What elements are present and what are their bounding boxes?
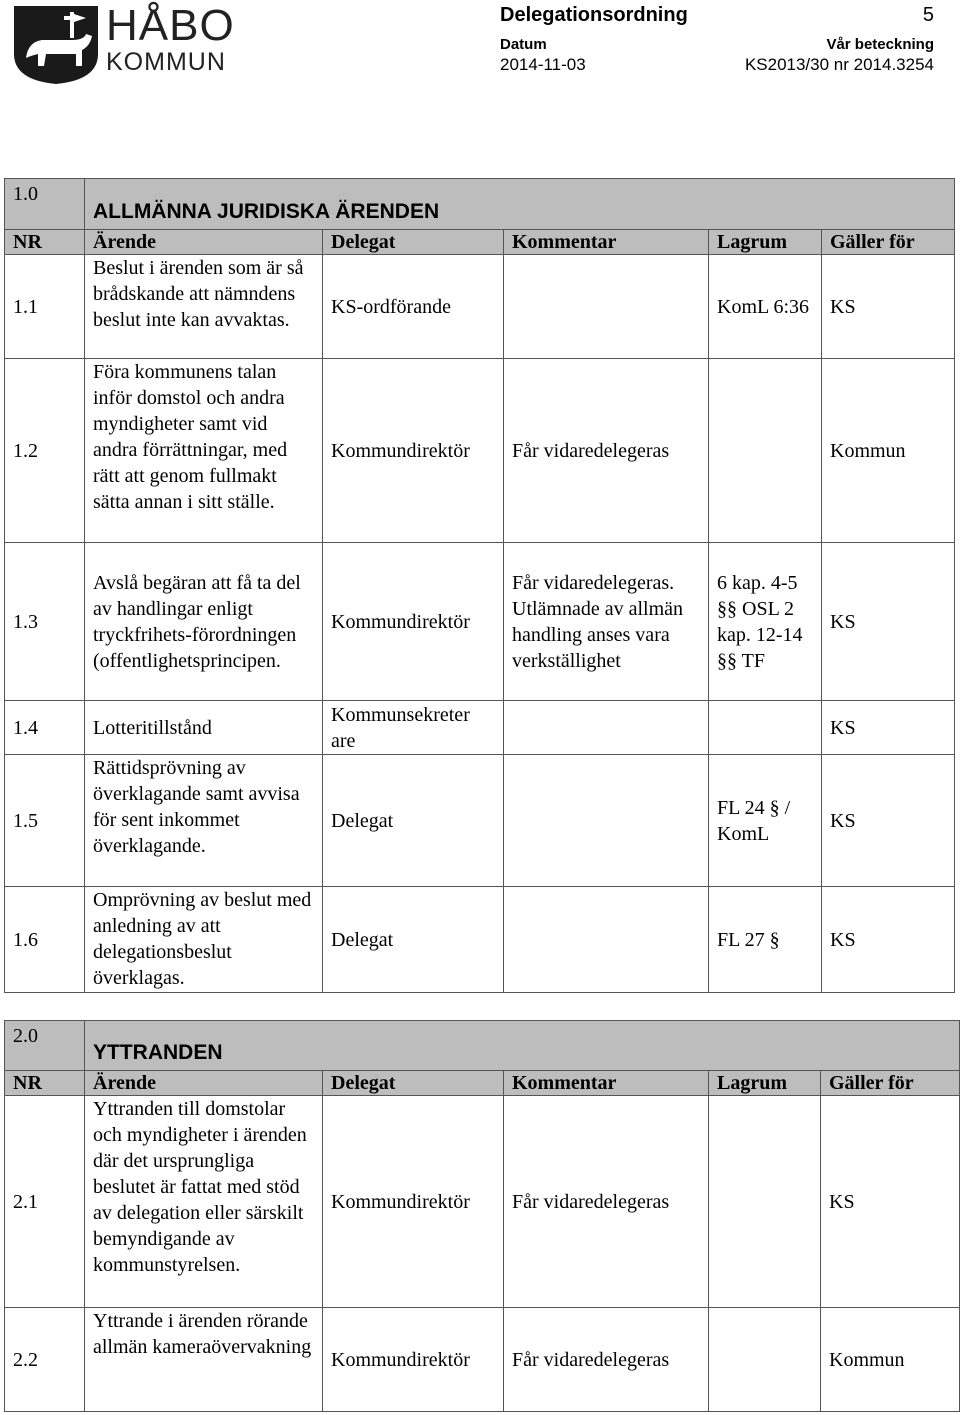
row-delegat: Kommundirektör <box>323 1308 504 1412</box>
section-title: YTTRANDEN <box>85 1021 960 1071</box>
row-delegat: Delegat <box>323 887 504 993</box>
document-title: Delegationsordning <box>500 4 688 26</box>
column-header-delegat: Delegat <box>323 1071 504 1096</box>
row-kommentar: Får vidaredelegeras <box>504 1308 709 1412</box>
row-arende: Avslå begäran att få ta del av handlingar enligt tryckfrihets-förordningen (offentlighetsprincipen. <box>85 543 323 701</box>
row-number: 1.4 <box>5 701 85 755</box>
row-number: 1.5 <box>5 755 85 887</box>
column-header-arende: Ärende <box>85 1071 323 1096</box>
row-kommentar: Får vidaredelegeras <box>504 359 709 543</box>
row-number: 1.3 <box>5 543 85 701</box>
row-arende: Rättidsprövning av överklagande samt avvisa för sent inkommet överklagande. <box>85 755 323 887</box>
row-arende: Yttranden till domstolar och myndigheter i ärenden där det ursprungliga beslutet är fattat med stöd av delegation eller särskilt bemyndigande av kommunstyrelsen. <box>85 1096 323 1308</box>
column-header-kommentar: Kommentar <box>504 230 709 255</box>
row-galler-for: KS <box>822 255 955 359</box>
row-galler-for: KS <box>822 701 955 755</box>
row-lagrum <box>709 359 822 543</box>
date-value: 2014-11-03 <box>500 55 586 74</box>
table-row <box>5 887 955 993</box>
delegation-table-section-1 <box>4 178 955 993</box>
delegation-table-section-2 <box>4 1020 960 1412</box>
row-galler-for: KS <box>822 755 955 887</box>
section-title: ALLMÄNNA JURIDISKA ÄRENDEN <box>85 179 955 230</box>
row-lagrum <box>709 1308 821 1412</box>
row-delegat: Kommundirektör <box>323 543 504 701</box>
row-arende: Omprövning av beslut med anledning av att delegationsbeslut överklagas. <box>85 887 323 993</box>
row-lagrum: 6 kap. 4-5 §§ OSL 2 kap. 12-14 §§ TF <box>709 543 822 701</box>
row-delegat: KS-ordförande <box>323 255 504 359</box>
table-row <box>5 755 955 887</box>
row-number: 1.6 <box>5 887 85 993</box>
section-header-row <box>5 1021 960 1071</box>
row-lagrum: KomL 6:36 <box>709 255 822 359</box>
row-arende: Yttrande i ärenden rörande allmän kameraövervakning <box>85 1308 323 1412</box>
column-header-nr: NR <box>5 230 85 255</box>
row-lagrum: FL 27 § <box>709 887 822 993</box>
column-header-delegat: Delegat <box>323 230 504 255</box>
row-kommentar: Får vidaredelegeras <box>504 1096 709 1308</box>
table-row <box>5 255 955 359</box>
column-header-galler-for: Gäller för <box>822 230 955 255</box>
logo-name: HÅBO <box>106 1 235 50</box>
column-header-galler-for: Gäller för <box>821 1071 960 1096</box>
table-row <box>5 1096 960 1308</box>
row-delegat: Kommundirektör <box>323 1096 504 1308</box>
column-header-nr: NR <box>5 1071 85 1096</box>
column-header-row <box>5 230 955 255</box>
row-kommentar <box>504 255 709 359</box>
row-galler-for: KS <box>822 543 955 701</box>
table-row <box>5 701 955 755</box>
row-arende: Föra kommunens talan inför domstol och andra myndigheter samt vid andra förrättningar, med rätt att genom fullmakt sätta annan i sitt ställe. <box>85 359 323 543</box>
logo-wordmark <box>106 1 235 76</box>
row-kommentar <box>504 755 709 887</box>
column-header-kommentar: Kommentar <box>504 1071 709 1096</box>
row-delegat: Kommundirektör <box>323 359 504 543</box>
row-number: 1.2 <box>5 359 85 543</box>
row-kommentar <box>504 887 709 993</box>
reference-label: Vår beteckning <box>826 36 934 53</box>
row-delegat: Kommunsekreter are <box>323 701 504 755</box>
row-number: 2.2 <box>5 1308 85 1412</box>
column-header-arende: Ärende <box>85 230 323 255</box>
row-delegat: Delegat <box>323 755 504 887</box>
table-row <box>5 543 955 701</box>
table-row <box>5 1308 960 1412</box>
row-galler-for: Kommun <box>822 359 955 543</box>
section-header-row <box>5 179 955 230</box>
row-kommentar: Får vidaredelegeras. Utlämnade av allmän handling anses vara verkställighet <box>504 543 709 701</box>
row-number: 2.1 <box>5 1096 85 1308</box>
row-arende: Lotteritillstånd <box>85 701 323 755</box>
reference-value: KS2013/30 nr 2014.3254 <box>744 55 934 74</box>
column-header-row <box>5 1071 960 1096</box>
row-kommentar <box>504 701 709 755</box>
row-lagrum <box>709 701 822 755</box>
table-row <box>5 359 955 543</box>
row-galler-for: KS <box>821 1096 960 1308</box>
logo-sub: KOMMUN <box>106 48 226 76</box>
column-header-lagrum: Lagrum <box>709 230 822 255</box>
section-number: 2.0 <box>5 1021 85 1071</box>
row-galler-for: Kommun <box>821 1308 960 1412</box>
row-lagrum <box>709 1096 821 1308</box>
row-number: 1.1 <box>5 255 85 359</box>
page-number: 5 <box>922 4 934 26</box>
row-arende: Beslut i ärenden som är så brådskande att nämndens beslut inte kan avvaktas. <box>85 255 323 359</box>
row-galler-for: KS <box>822 887 955 993</box>
section-number: 1.0 <box>5 179 85 230</box>
column-header-lagrum: Lagrum <box>709 1071 821 1096</box>
row-lagrum: FL 24 § / KomL <box>709 755 822 887</box>
date-label: Datum <box>500 36 547 53</box>
